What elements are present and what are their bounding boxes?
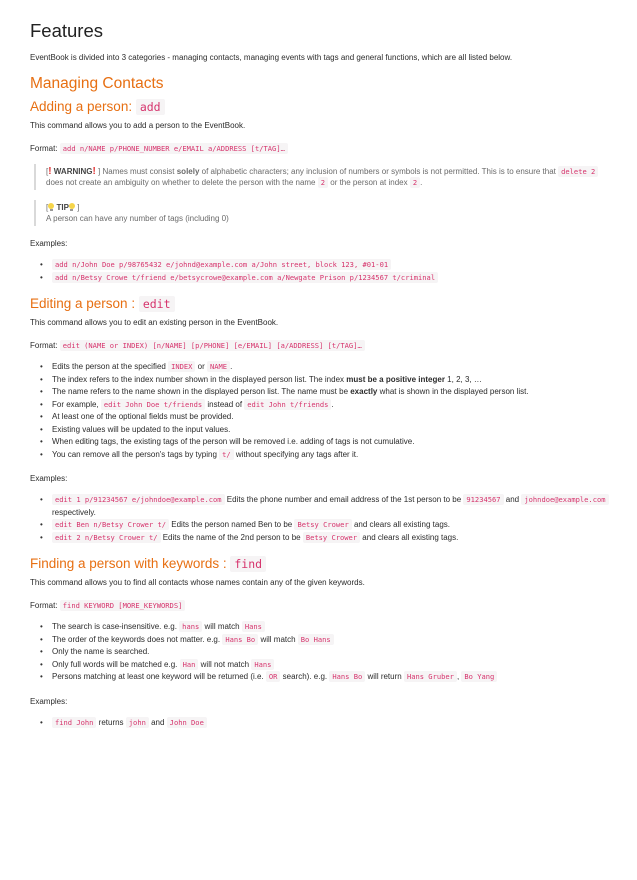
page-title: Features	[30, 20, 104, 41]
warning-bracket-close: ]	[95, 167, 101, 176]
list-item	[52, 272, 610, 285]
list-item: • Only the name is searched.	[52, 646, 610, 659]
tip-text: A person can have any number of tags (including 0)	[46, 214, 229, 223]
find-examples-label: Examples:	[30, 696, 68, 706]
warning-callout	[34, 164, 610, 190]
warning-t2: of alphabetic characters; any inclusion of numbers or symbols is not permitted. This is to ensure that	[199, 167, 559, 176]
text: .	[331, 399, 334, 409]
text: respectively.	[52, 507, 96, 517]
text: The name refers to the name shown in the displayed person list. The name must be	[52, 387, 351, 396]
code: Bo Yang	[461, 671, 497, 682]
text: search). e.g.	[280, 672, 330, 681]
add-examples-label: Examples:	[30, 239, 68, 248]
heading-add-code: add	[136, 99, 165, 115]
edit-examples-list	[30, 494, 610, 544]
code: Hans	[242, 621, 265, 632]
list-item: • At least one of the optional fields must be provided.	[52, 411, 610, 424]
text: Edits the person named Ben to be	[169, 520, 295, 529]
text: or	[195, 362, 207, 371]
code: OR	[266, 671, 281, 682]
text: and clears all existing tags.	[351, 520, 450, 529]
code: edit John Doe t/friends	[101, 399, 205, 410]
heading-edit-text: Editing a person :	[30, 296, 139, 311]
code: hans	[179, 621, 202, 632]
text: Only full words will be matched e.g.	[52, 659, 180, 669]
text: The search is case-insensitive. e.g.	[52, 622, 180, 631]
tip-callout	[34, 200, 610, 226]
tip-label: TIP	[54, 203, 69, 212]
heading-add-text: Adding a person:	[30, 99, 136, 114]
add-example-2: add n/Betsy Crowe t/friend e/betsycrowe@example.com a/Newgate Prison p/1234567 t/criminal	[52, 272, 438, 283]
list-item: • When editing tags, the existing tags of the person will be removed i.e. adding of tags is not cumulative.	[52, 436, 610, 449]
add-format-code: add n/NAME p/PHONE_NUMBER e/EMAIL a/ADDRESS [t/TAG]…	[60, 143, 288, 154]
find-rules-list	[30, 621, 610, 684]
code: 91234567	[463, 494, 503, 505]
exclamation-icon: !	[48, 166, 52, 177]
code: edit 2 n/Betsy Crower t/	[52, 532, 161, 543]
text: and	[503, 495, 522, 504]
text: 1, 2, 3, …	[444, 374, 482, 384]
list-item: • Existing values will be updated to the input values.	[52, 424, 610, 437]
heading-add	[30, 99, 610, 114]
code: Hans	[251, 659, 274, 670]
find-description: This command allows you to find all contacts whose names contain any of the given keywords.	[30, 578, 365, 587]
code: Bo Hans	[298, 634, 334, 645]
warning-t3: does not create an ambiguity on whether to delete the person with the name	[46, 178, 318, 187]
list-item	[52, 659, 610, 672]
add-format-label: Format:	[30, 144, 60, 153]
text: .	[230, 362, 233, 371]
text: The order of the keywords does not matter. e.g.	[52, 634, 223, 644]
exclamation-icon: !	[92, 166, 96, 177]
heading-edit-code: edit	[139, 296, 175, 312]
heading-edit	[30, 296, 610, 311]
text: will not match	[198, 659, 252, 669]
text: For example,	[52, 399, 101, 409]
warning-code-2: 2	[318, 177, 328, 188]
code: Hans Gruber	[404, 671, 457, 682]
warning-code-1: delete 2	[558, 166, 598, 177]
intro-text: EventBook is divided into 3 categories - managing contacts, managing events with tags and general functions, which are all listed below.	[30, 53, 513, 62]
code: Han	[180, 659, 199, 670]
find-format-label: Format:	[30, 601, 60, 610]
code: NAME	[207, 361, 230, 372]
text: and clears all existing tags.	[360, 532, 459, 542]
list-item	[52, 621, 610, 634]
section-heading-managing-contacts: Managing Contacts	[30, 75, 164, 92]
warning-text	[46, 166, 610, 188]
list-item	[52, 671, 610, 684]
edit-format	[30, 340, 610, 351]
code: Betsy Crower	[294, 519, 351, 530]
text: without specifying any tags after it.	[233, 449, 359, 459]
text: will match	[202, 622, 242, 631]
code: find John	[52, 717, 96, 728]
add-examples-list	[30, 259, 610, 284]
edit-description: This command allows you to edit an existing person in the EventBook.	[30, 318, 279, 327]
edit-rules-list	[30, 361, 610, 461]
edit-examples-label: Examples:	[30, 474, 68, 483]
find-format	[30, 600, 610, 611]
warning-bracket-open: [	[46, 167, 49, 176]
text: Edits the name of the 2nd person to be	[160, 532, 303, 542]
warning-code-3: 2	[410, 177, 420, 188]
tip-bracket-open: [	[46, 203, 49, 212]
code: Hans Bo	[329, 671, 365, 682]
text: Edits the person at the specified	[52, 362, 169, 371]
warning-bold: solely	[176, 167, 200, 176]
warning-t4: or the person at index	[328, 178, 410, 187]
text: will return	[365, 672, 404, 681]
find-format-code: find KEYWORD [MORE_KEYWORDS]	[60, 600, 186, 611]
text: returns	[96, 717, 126, 727]
find-examples-list	[30, 717, 610, 730]
list-item	[52, 494, 610, 519]
text: what is shown in the displayed person list.	[377, 387, 529, 396]
code: Betsy Crower	[303, 532, 360, 543]
add-example-1: add n/John Doe p/98765432 e/johnd@example.com a/John street, block 123, #01-01	[52, 259, 391, 270]
text: will match	[258, 634, 298, 644]
list-item	[52, 259, 610, 272]
list-item	[52, 399, 610, 412]
list-item	[52, 361, 610, 374]
list-item	[52, 717, 610, 730]
add-format	[30, 143, 610, 154]
edit-format-code: edit (NAME or INDEX) [n/NAME] [p/PHONE] [e/EMAIL] [a/ADDRESS] [t/TAG]…	[60, 340, 365, 351]
heading-find	[30, 556, 610, 571]
code: t/	[219, 449, 234, 460]
warning-t1: Names must consist	[100, 167, 177, 176]
code: edit Ben n/Betsy Crower t/	[52, 519, 169, 530]
warning-t5: .	[420, 178, 423, 187]
warning-label: WARNING	[51, 167, 93, 176]
code: INDEX	[168, 361, 195, 372]
bold-text: exactly	[350, 387, 378, 396]
code: edit John t/friends	[244, 399, 331, 410]
text: The index refers to the index number shown in the displayed person list. The index	[52, 374, 347, 384]
lightbulb-icon	[69, 203, 75, 211]
text: ,	[456, 672, 462, 681]
bold-text: must be a positive integer	[346, 374, 445, 384]
code: johndoe@example.com	[521, 494, 608, 505]
heading-find-code: find	[230, 556, 266, 572]
text: You can remove all the person's tags by typing	[52, 449, 220, 459]
heading-find-text: Finding a person with keywords :	[30, 556, 231, 571]
text: instead of	[205, 399, 245, 409]
lightbulb-icon	[48, 203, 54, 211]
code: Hans Bo	[222, 634, 258, 645]
add-description: This command allows you to add a person to the EventBook.	[30, 121, 246, 130]
list-item	[52, 386, 610, 399]
code: john	[126, 717, 149, 728]
list-item	[52, 634, 610, 647]
document-page	[30, 20, 610, 729]
list-item	[52, 374, 610, 387]
edit-format-label: Format:	[30, 341, 60, 350]
tip-header	[46, 202, 610, 213]
text: Edits the phone number and email address of the 1st person to be	[224, 495, 464, 504]
text: Persons matching at least one keyword will be returned (i.e.	[52, 672, 266, 681]
code: John Doe	[167, 717, 207, 728]
list-item	[52, 519, 610, 532]
tip-bracket-close: ]	[74, 203, 80, 212]
list-item	[52, 532, 610, 545]
list-item	[52, 449, 610, 462]
code: edit 1 p/91234567 e/johndoe@example.com	[52, 494, 225, 505]
text: and	[148, 717, 167, 727]
